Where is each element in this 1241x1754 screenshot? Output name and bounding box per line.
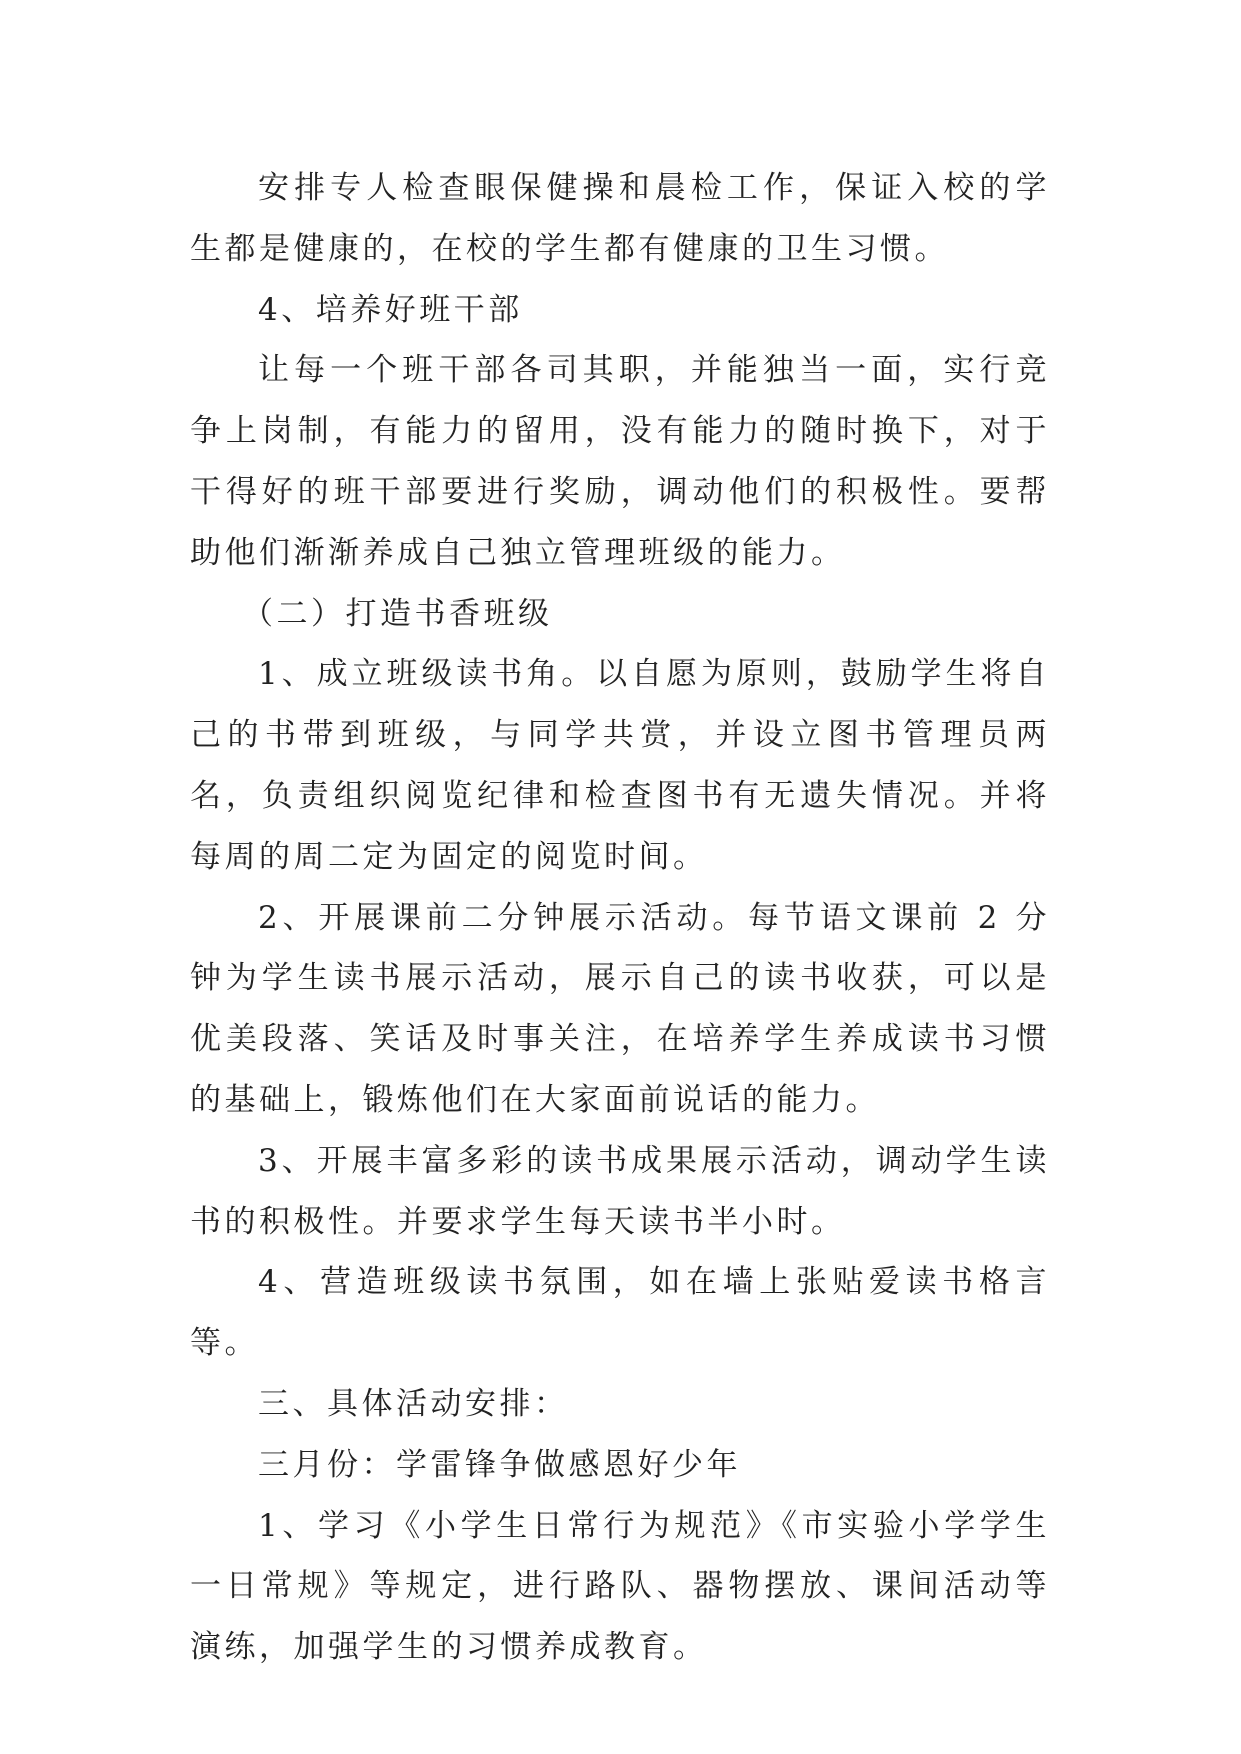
- paragraph-reading-achievements: 3、开展丰富多彩的读书成果展示活动，调动学生读书的积极性。并要求学生每天读书半小时。: [190, 1142, 1050, 1240]
- heading-train-class-cadres: 4、培养好班干部: [258, 291, 523, 328]
- heading-march: 三月份：学雷锋争做感恩好少年: [258, 1446, 741, 1483]
- heading-activity-schedule: 三、具体活动安排：: [258, 1385, 569, 1422]
- document-body: [190, 158, 1050, 1678]
- paragraph-reading-corner: 1、成立班级读书角。以自愿为原则，鼓励学生将自己的书带到班级，与同学共赏，并设立图书管理员两名，负责组织阅览纪律和检查图书有无遗失情况。并将每周的周二定为固定的阅览时间。: [190, 656, 1050, 875]
- paragraph-class-cadres: 让每一个班干部各司其职，并能独当一面，实行竞争上岗制，有能力的留用，没有能力的随时换下，对于干得好的班干部要进行奖励，调动他们的积极性。要帮助他们渐渐养成自己独立管理班级的能力。: [190, 352, 1050, 571]
- paragraph-pre-class-showcase: 2、开展课前二分钟展示活动。每节语文课前 2 分钟为学生读书展示活动，展示自己的读书收获，可以是优美段落、笑话及时事关注，在培养学生养成读书习惯的基础上，锻炼他们在大家面前说话的能力。: [190, 899, 1050, 1118]
- paragraph-study-norms: 1、学习《小学生日常行为规范》《市实验小学学生一日常规》等规定，进行路队、器物摆放、课间活动等演练，加强学生的习惯养成教育。: [190, 1507, 1050, 1666]
- paragraph-eye-exercise-check: 安排专人检查眼保健操和晨检工作，保证入校的学生都是健康的，在校的学生都有健康的卫生习惯。: [190, 170, 1050, 267]
- heading-scholarly-class: （二）打造书香班级: [242, 595, 553, 632]
- paragraph-reading-atmosphere: 4、营造班级读书氛围，如在墙上张贴爱读书格言等。: [190, 1264, 1050, 1362]
